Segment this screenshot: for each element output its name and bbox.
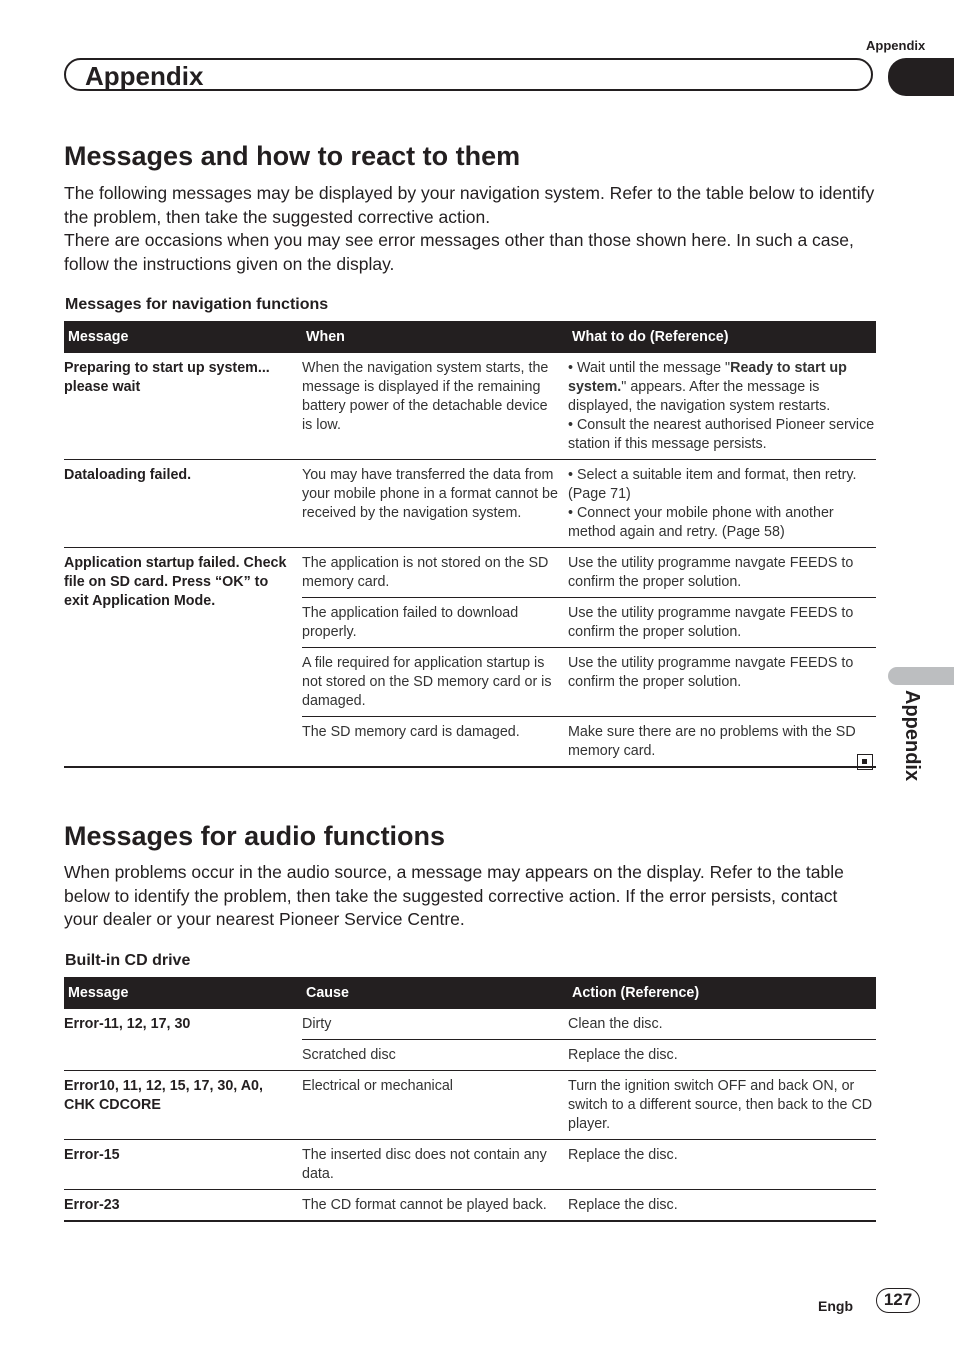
action-text: " appears. After the message is displayed, the navigation system restarts. xyxy=(568,379,831,414)
action-cell: Replace the disc. xyxy=(568,1140,876,1190)
action-cell: Turn the ignition switch OFF and back ON, or switch to a different source, then back to the CD player. xyxy=(568,1071,876,1140)
audio-intro: When problems occur in the audio source, a message may appears on the display. Refer to the table below to identify the problem, then take the suggested corrective action. If the error persists, contact your dealer or your nearest Pioneer Service Centre. xyxy=(64,862,844,930)
col-cause: Cause xyxy=(302,977,568,1009)
running-header: Appendix xyxy=(866,38,926,53)
action-cell xyxy=(568,353,876,460)
table-row xyxy=(64,548,876,598)
nav-messages-table xyxy=(64,321,876,768)
nav-intro-2: There are occasions when you may see error messages other than those shown here. In such a case, follow the instructions given on the display. xyxy=(64,230,854,274)
table-header-row xyxy=(64,321,876,353)
section-banner-title: Appendix xyxy=(85,61,204,91)
when-cell: The application is not stored on the SD memory card. xyxy=(302,548,568,598)
action-cell: Use the utility programme navgate FEEDS to confirm the proper solution. xyxy=(568,548,876,598)
action-cell: Make sure there are no problems with the SD memory card. xyxy=(568,717,876,768)
section-end-icon xyxy=(857,754,873,770)
cause-cell: Dirty xyxy=(302,1009,568,1040)
side-label xyxy=(893,690,923,800)
action-cell: Replace the disc. xyxy=(568,1190,876,1222)
language-code: Engb xyxy=(818,1298,853,1314)
when-cell: The SD memory card is damaged. xyxy=(302,717,568,768)
message-cell: Error-23 xyxy=(64,1190,302,1222)
action-cell: Use the utility programme navgate FEEDS to confirm the proper solution. xyxy=(568,598,876,648)
section-banner xyxy=(64,58,873,91)
nav-table-title: Messages for navigation functions xyxy=(65,296,329,313)
when-cell: A file required for application startup is not stored on the SD memory card or is damaged. xyxy=(302,648,568,717)
message-cell: Error-11, 12, 17, 30 xyxy=(64,1009,302,1071)
action-cell: Use the utility programme navgate FEEDS to confirm the proper solution. xyxy=(568,648,876,717)
col-when: When xyxy=(302,321,568,353)
table-row xyxy=(64,460,876,548)
message-cell: Application startup failed. Check file on SD card. Press “OK” to exit Application Mode. xyxy=(64,548,302,768)
action-cell xyxy=(568,460,876,548)
audio-messages-table xyxy=(64,977,876,1222)
table-header-row xyxy=(64,977,876,1009)
when-cell: When the navigation system starts, the message is displayed if the remaining battery power of the detachable device is low. xyxy=(302,353,568,460)
nav-section-title: Messages and how to react to them xyxy=(64,141,521,171)
col-action: What to do (Reference) xyxy=(568,321,876,353)
action-cell: Clean the disc. xyxy=(568,1009,876,1040)
action-text: • Consult the nearest authorised Pioneer service station if this message persists. xyxy=(568,417,875,452)
action-bold-text: Ready to start up system. xyxy=(568,360,847,395)
side-tab-marker xyxy=(888,667,954,685)
table-row xyxy=(64,1140,876,1190)
action-cell: Replace the disc. xyxy=(568,1040,876,1071)
cause-cell: The inserted disc does not contain any data. xyxy=(302,1140,568,1190)
table-row xyxy=(64,1009,876,1040)
side-label-text: Appendix xyxy=(901,690,923,782)
cause-cell: Scratched disc xyxy=(302,1040,568,1071)
table-row xyxy=(64,1071,876,1140)
action-text: • Select a suitable item and format, then retry. (Page 71) xyxy=(568,467,857,502)
col-message: Message xyxy=(64,321,302,353)
action-text: • Connect your mobile phone with another method again and retry. (Page 58) xyxy=(568,505,834,540)
cause-cell: Electrical or mechanical xyxy=(302,1071,568,1140)
when-cell: The application failed to download properly. xyxy=(302,598,568,648)
chapter-tab xyxy=(888,58,954,96)
cause-cell: The CD format cannot be played back. xyxy=(302,1190,568,1222)
message-cell: Error10, 11, 12, 15, 17, 30, A0, CHK CDCORE xyxy=(64,1071,302,1140)
audio-table-title: Built-in CD drive xyxy=(65,952,191,969)
message-cell: Preparing to start up system... please wait xyxy=(64,353,302,460)
table-row xyxy=(64,353,876,460)
action-text: • Wait until the message " xyxy=(568,360,731,376)
table-row xyxy=(64,1190,876,1222)
col-message: Message xyxy=(64,977,302,1009)
message-cell: Dataloading failed. xyxy=(64,460,302,548)
col-action: Action (Reference) xyxy=(568,977,876,1009)
message-cell: Error-15 xyxy=(64,1140,302,1190)
audio-section-title: Messages for audio functions xyxy=(64,821,446,851)
page-number: 127 xyxy=(876,1288,920,1313)
when-cell: You may have transferred the data from your mobile phone in a format cannot be received by the navigation system. xyxy=(302,460,568,548)
nav-intro-1: The following messages may be displayed by your navigation system. Refer to the table below to identify the problem, then take the suggested corrective action. xyxy=(64,183,875,227)
